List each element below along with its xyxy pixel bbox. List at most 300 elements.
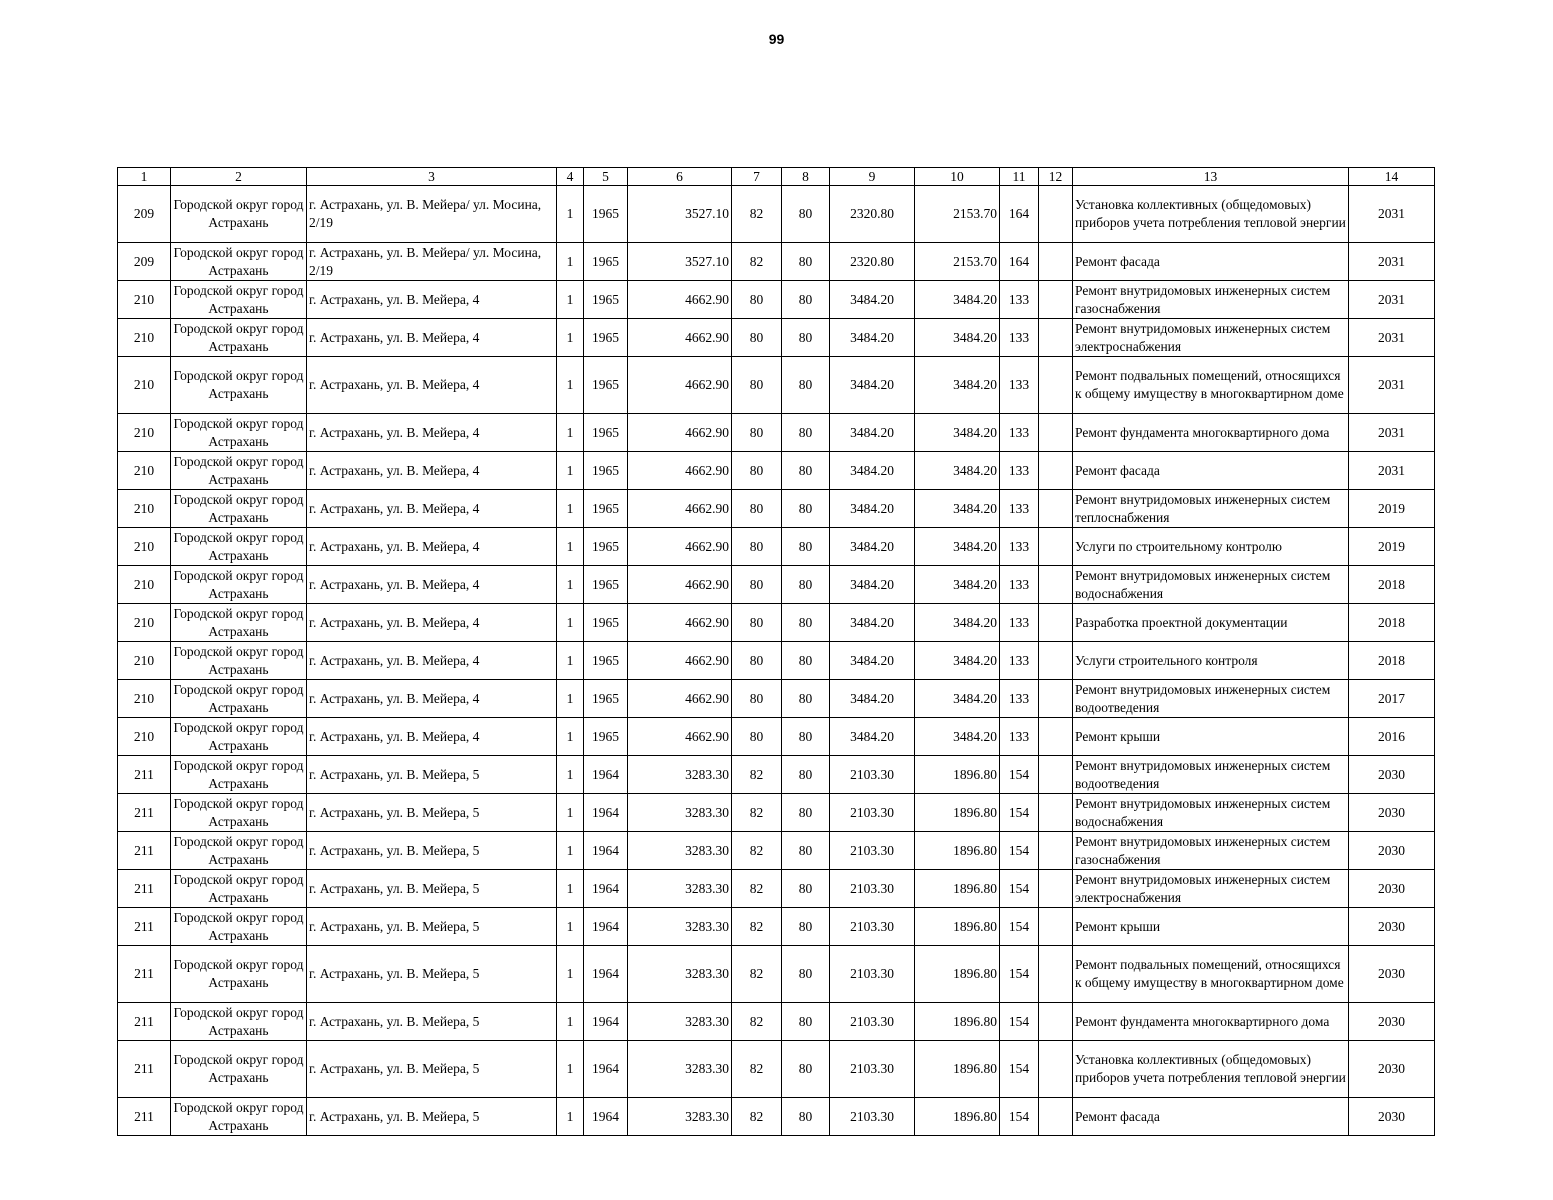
work-type-cell: Ремонт фундамента многоквартирного дома <box>1073 414 1349 452</box>
col-10-cell: 1896.80 <box>915 794 1000 832</box>
table-row <box>118 281 1435 319</box>
col-6-cell: 3283.30 <box>628 756 732 794</box>
year-planned-cell: 2030 <box>1349 1041 1435 1098</box>
col-8-cell: 80 <box>782 186 830 243</box>
table-row <box>118 642 1435 680</box>
table-row <box>118 1003 1435 1041</box>
row-number-cell: 211 <box>118 1041 171 1098</box>
year-planned-cell: 2031 <box>1349 414 1435 452</box>
col-7-cell: 80 <box>732 680 782 718</box>
year-planned-cell: 2030 <box>1349 1003 1435 1041</box>
col-11-cell: 154 <box>1000 794 1039 832</box>
col-6-cell: 4662.90 <box>628 604 732 642</box>
col-7-cell: 80 <box>732 528 782 566</box>
work-type-cell: Ремонт внутридомовых инженерных систем электроснабжения <box>1073 870 1349 908</box>
address-cell: г. Астрахань, ул. В. Мейера, 4 <box>307 566 557 604</box>
work-type-cell: Ремонт внутридомовых инженерных систем газоснабжения <box>1073 832 1349 870</box>
table-row <box>118 528 1435 566</box>
address-cell: г. Астрахань, ул. В. Мейера, 5 <box>307 1003 557 1041</box>
row-number-cell: 210 <box>118 566 171 604</box>
col-12-cell <box>1039 870 1073 908</box>
col-11-cell: 133 <box>1000 319 1039 357</box>
year-cell: 1965 <box>584 604 628 642</box>
col-6-cell: 4662.90 <box>628 718 732 756</box>
table-row <box>118 756 1435 794</box>
col-4-cell: 1 <box>557 243 584 281</box>
row-number-cell: 210 <box>118 357 171 414</box>
year-planned-cell: 2031 <box>1349 319 1435 357</box>
col-9-cell: 2103.30 <box>830 946 915 1003</box>
col-9-cell: 3484.20 <box>830 680 915 718</box>
col-8-cell: 80 <box>782 870 830 908</box>
work-type-cell: Ремонт фасада <box>1073 243 1349 281</box>
col-10-cell: 2153.70 <box>915 243 1000 281</box>
row-number-cell: 210 <box>118 528 171 566</box>
col-4-cell: 1 <box>557 1003 584 1041</box>
col-11-cell: 133 <box>1000 566 1039 604</box>
col-4-cell: 1 <box>557 908 584 946</box>
year-planned-cell: 2019 <box>1349 528 1435 566</box>
address-cell: г. Астрахань, ул. В. Мейера, 4 <box>307 452 557 490</box>
table-row <box>118 604 1435 642</box>
municipality-cell: Городской округ город Астрахань <box>171 832 307 870</box>
municipality-cell: Городской округ город Астрахань <box>171 946 307 1003</box>
col-11-cell: 133 <box>1000 528 1039 566</box>
work-type-cell: Установка коллективных (общедомовых) приборов учета потребления тепловой энергии <box>1073 186 1349 243</box>
column-number-row <box>118 168 1435 186</box>
col-12-cell <box>1039 832 1073 870</box>
housing-repair-table <box>117 167 1435 1136</box>
year-cell: 1965 <box>584 680 628 718</box>
col-9-cell: 2103.30 <box>830 1098 915 1136</box>
col-4-cell: 1 <box>557 832 584 870</box>
work-type-cell: Ремонт внутридомовых инженерных систем газоснабжения <box>1073 281 1349 319</box>
col-4-cell: 1 <box>557 718 584 756</box>
column-header: 1 <box>118 168 171 186</box>
col-10-cell: 3484.20 <box>915 452 1000 490</box>
col-6-cell: 4662.90 <box>628 528 732 566</box>
col-8-cell: 80 <box>782 243 830 281</box>
col-7-cell: 82 <box>732 1041 782 1098</box>
work-type-cell: Ремонт фасада <box>1073 1098 1349 1136</box>
table-row <box>118 680 1435 718</box>
col-10-cell: 3484.20 <box>915 566 1000 604</box>
work-type-cell: Ремонт внутридомовых инженерных систем водоотведения <box>1073 680 1349 718</box>
col-4-cell: 1 <box>557 452 584 490</box>
col-9-cell: 3484.20 <box>830 319 915 357</box>
address-cell: г. Астрахань, ул. В. Мейера/ ул. Мосина, 2/19 <box>307 243 557 281</box>
work-type-cell: Услуги строительного контроля <box>1073 642 1349 680</box>
year-cell: 1965 <box>584 490 628 528</box>
col-11-cell: 154 <box>1000 1041 1039 1098</box>
column-header: 6 <box>628 168 732 186</box>
address-cell: г. Астрахань, ул. В. Мейера, 4 <box>307 604 557 642</box>
table-row <box>118 357 1435 414</box>
col-8-cell: 80 <box>782 490 830 528</box>
col-8-cell: 80 <box>782 756 830 794</box>
col-9-cell: 2103.30 <box>830 908 915 946</box>
municipality-cell: Городской округ город Астрахань <box>171 870 307 908</box>
col-8-cell: 80 <box>782 319 830 357</box>
col-6-cell: 4662.90 <box>628 357 732 414</box>
col-8-cell: 80 <box>782 566 830 604</box>
col-7-cell: 82 <box>732 1003 782 1041</box>
row-number-cell: 209 <box>118 186 171 243</box>
col-9-cell: 2103.30 <box>830 756 915 794</box>
col-7-cell: 80 <box>732 357 782 414</box>
table-row <box>118 414 1435 452</box>
col-7-cell: 82 <box>732 243 782 281</box>
row-number-cell: 211 <box>118 794 171 832</box>
year-planned-cell: 2030 <box>1349 870 1435 908</box>
address-cell: г. Астрахань, ул. В. Мейера, 4 <box>307 281 557 319</box>
col-11-cell: 133 <box>1000 490 1039 528</box>
work-type-cell: Ремонт фасада <box>1073 452 1349 490</box>
col-9-cell: 3484.20 <box>830 452 915 490</box>
work-type-cell: Услуги по строительному контролю <box>1073 528 1349 566</box>
col-6-cell: 4662.90 <box>628 281 732 319</box>
year-cell: 1965 <box>584 319 628 357</box>
col-7-cell: 82 <box>732 832 782 870</box>
row-number-cell: 210 <box>118 718 171 756</box>
table-row <box>118 186 1435 243</box>
row-number-cell: 211 <box>118 946 171 1003</box>
col-12-cell <box>1039 794 1073 832</box>
col-6-cell: 3527.10 <box>628 243 732 281</box>
year-cell: 1965 <box>584 281 628 319</box>
col-11-cell: 154 <box>1000 946 1039 1003</box>
col-9-cell: 2320.80 <box>830 243 915 281</box>
address-cell: г. Астрахань, ул. В. Мейера, 4 <box>307 357 557 414</box>
col-6-cell: 3283.30 <box>628 946 732 1003</box>
year-cell: 1964 <box>584 946 628 1003</box>
col-12-cell <box>1039 1098 1073 1136</box>
work-type-cell: Ремонт внутридомовых инженерных систем теплоснабжения <box>1073 490 1349 528</box>
col-4-cell: 1 <box>557 680 584 718</box>
col-12-cell <box>1039 528 1073 566</box>
year-cell: 1965 <box>584 566 628 604</box>
municipality-cell: Городской округ город Астрахань <box>171 186 307 243</box>
col-12-cell <box>1039 319 1073 357</box>
col-10-cell: 3484.20 <box>915 414 1000 452</box>
year-cell: 1964 <box>584 870 628 908</box>
column-header: 10 <box>915 168 1000 186</box>
table-row <box>118 243 1435 281</box>
col-9-cell: 2103.30 <box>830 832 915 870</box>
year-planned-cell: 2016 <box>1349 718 1435 756</box>
col-6-cell: 3283.30 <box>628 908 732 946</box>
column-header: 7 <box>732 168 782 186</box>
col-8-cell: 80 <box>782 794 830 832</box>
table-row <box>118 870 1435 908</box>
col-4-cell: 1 <box>557 946 584 1003</box>
col-11-cell: 133 <box>1000 281 1039 319</box>
col-8-cell: 80 <box>782 680 830 718</box>
work-type-cell: Ремонт внутридомовых инженерных систем электроснабжения <box>1073 319 1349 357</box>
column-header: 4 <box>557 168 584 186</box>
col-4-cell: 1 <box>557 281 584 319</box>
work-type-cell: Ремонт внутридомовых инженерных систем водоснабжения <box>1073 566 1349 604</box>
col-6-cell: 3283.30 <box>628 1098 732 1136</box>
municipality-cell: Городской округ город Астрахань <box>171 490 307 528</box>
col-6-cell: 4662.90 <box>628 642 732 680</box>
address-cell: г. Астрахань, ул. В. Мейера, 5 <box>307 908 557 946</box>
column-header: 14 <box>1349 168 1435 186</box>
col-4-cell: 1 <box>557 319 584 357</box>
year-cell: 1965 <box>584 243 628 281</box>
col-4-cell: 1 <box>557 870 584 908</box>
year-cell: 1964 <box>584 794 628 832</box>
col-9-cell: 3484.20 <box>830 604 915 642</box>
year-cell: 1965 <box>584 528 628 566</box>
year-cell: 1965 <box>584 642 628 680</box>
col-11-cell: 154 <box>1000 832 1039 870</box>
address-cell: г. Астрахань, ул. В. Мейера, 4 <box>307 490 557 528</box>
col-11-cell: 133 <box>1000 642 1039 680</box>
column-header: 12 <box>1039 168 1073 186</box>
work-type-cell: Разработка проектной документации <box>1073 604 1349 642</box>
column-header: 13 <box>1073 168 1349 186</box>
row-number-cell: 210 <box>118 414 171 452</box>
col-7-cell: 80 <box>732 452 782 490</box>
col-8-cell: 80 <box>782 946 830 1003</box>
year-cell: 1965 <box>584 718 628 756</box>
address-cell: г. Астрахань, ул. В. Мейера, 5 <box>307 946 557 1003</box>
col-8-cell: 80 <box>782 414 830 452</box>
address-cell: г. Астрахань, ул. В. Мейера, 4 <box>307 528 557 566</box>
address-cell: г. Астрахань, ул. В. Мейера, 4 <box>307 718 557 756</box>
col-10-cell: 3484.20 <box>915 718 1000 756</box>
col-11-cell: 164 <box>1000 186 1039 243</box>
year-planned-cell: 2030 <box>1349 908 1435 946</box>
page-number: 99 <box>768 31 785 47</box>
year-cell: 1965 <box>584 186 628 243</box>
col-11-cell: 133 <box>1000 604 1039 642</box>
col-12-cell <box>1039 281 1073 319</box>
year-planned-cell: 2018 <box>1349 604 1435 642</box>
row-number-cell: 210 <box>118 452 171 490</box>
column-header: 9 <box>830 168 915 186</box>
municipality-cell: Городской округ город Астрахань <box>171 357 307 414</box>
col-9-cell: 2103.30 <box>830 1041 915 1098</box>
col-12-cell <box>1039 186 1073 243</box>
col-8-cell: 80 <box>782 357 830 414</box>
year-cell: 1964 <box>584 908 628 946</box>
col-4-cell: 1 <box>557 490 584 528</box>
col-7-cell: 80 <box>732 319 782 357</box>
col-4-cell: 1 <box>557 756 584 794</box>
col-8-cell: 80 <box>782 528 830 566</box>
col-11-cell: 154 <box>1000 756 1039 794</box>
col-7-cell: 82 <box>732 870 782 908</box>
col-11-cell: 154 <box>1000 908 1039 946</box>
year-planned-cell: 2031 <box>1349 243 1435 281</box>
col-12-cell <box>1039 414 1073 452</box>
col-9-cell: 3484.20 <box>830 566 915 604</box>
col-10-cell: 3484.20 <box>915 319 1000 357</box>
col-9-cell: 2320.80 <box>830 186 915 243</box>
col-6-cell: 4662.90 <box>628 680 732 718</box>
municipality-cell: Городской округ город Астрахань <box>171 414 307 452</box>
col-12-cell <box>1039 452 1073 490</box>
col-10-cell: 1896.80 <box>915 870 1000 908</box>
col-10-cell: 3484.20 <box>915 528 1000 566</box>
year-planned-cell: 2030 <box>1349 832 1435 870</box>
col-12-cell <box>1039 1003 1073 1041</box>
table-row <box>118 794 1435 832</box>
col-7-cell: 82 <box>732 908 782 946</box>
col-4-cell: 1 <box>557 566 584 604</box>
col-12-cell <box>1039 357 1073 414</box>
col-4-cell: 1 <box>557 642 584 680</box>
col-6-cell: 4662.90 <box>628 566 732 604</box>
table-row <box>118 718 1435 756</box>
municipality-cell: Городской округ город Астрахань <box>171 604 307 642</box>
col-8-cell: 80 <box>782 1098 830 1136</box>
work-type-cell: Ремонт крыши <box>1073 718 1349 756</box>
col-11-cell: 154 <box>1000 1098 1039 1136</box>
col-11-cell: 154 <box>1000 870 1039 908</box>
col-7-cell: 80 <box>732 642 782 680</box>
col-6-cell: 3283.30 <box>628 1041 732 1098</box>
table-row <box>118 319 1435 357</box>
col-7-cell: 80 <box>732 414 782 452</box>
col-7-cell: 80 <box>732 566 782 604</box>
year-cell: 1964 <box>584 832 628 870</box>
address-cell: г. Астрахань, ул. В. Мейера, 4 <box>307 414 557 452</box>
col-9-cell: 2103.30 <box>830 794 915 832</box>
year-planned-cell: 2030 <box>1349 946 1435 1003</box>
municipality-cell: Городской округ город Астрахань <box>171 528 307 566</box>
year-planned-cell: 2030 <box>1349 794 1435 832</box>
col-8-cell: 80 <box>782 908 830 946</box>
year-cell: 1964 <box>584 1098 628 1136</box>
year-planned-cell: 2018 <box>1349 566 1435 604</box>
column-header: 5 <box>584 168 628 186</box>
col-8-cell: 80 <box>782 718 830 756</box>
year-planned-cell: 2017 <box>1349 680 1435 718</box>
col-11-cell: 133 <box>1000 718 1039 756</box>
municipality-cell: Городской округ город Астрахань <box>171 319 307 357</box>
col-4-cell: 1 <box>557 794 584 832</box>
municipality-cell: Городской округ город Астрахань <box>171 1041 307 1098</box>
row-number-cell: 209 <box>118 243 171 281</box>
address-cell: г. Астрахань, ул. В. Мейера, 5 <box>307 756 557 794</box>
address-cell: г. Астрахань, ул. В. Мейера, 5 <box>307 832 557 870</box>
row-number-cell: 211 <box>118 756 171 794</box>
row-number-cell: 210 <box>118 319 171 357</box>
col-12-cell <box>1039 718 1073 756</box>
col-12-cell <box>1039 604 1073 642</box>
row-number-cell: 210 <box>118 680 171 718</box>
year-cell: 1965 <box>584 452 628 490</box>
table-body <box>118 186 1435 1136</box>
col-10-cell: 1896.80 <box>915 946 1000 1003</box>
col-10-cell: 3484.20 <box>915 490 1000 528</box>
col-10-cell: 1896.80 <box>915 1041 1000 1098</box>
col-6-cell: 3283.30 <box>628 794 732 832</box>
col-8-cell: 80 <box>782 281 830 319</box>
col-11-cell: 133 <box>1000 452 1039 490</box>
work-type-cell: Ремонт подвальных помещений, относящихся к общему имуществу в многоквартирном доме <box>1073 357 1349 414</box>
col-8-cell: 80 <box>782 604 830 642</box>
col-10-cell: 1896.80 <box>915 908 1000 946</box>
row-number-cell: 211 <box>118 1098 171 1136</box>
col-7-cell: 82 <box>732 1098 782 1136</box>
year-cell: 1964 <box>584 1003 628 1041</box>
year-planned-cell: 2030 <box>1349 1098 1435 1136</box>
municipality-cell: Городской округ город Астрахань <box>171 1098 307 1136</box>
municipality-cell: Городской округ город Астрахань <box>171 908 307 946</box>
municipality-cell: Городской округ город Астрахань <box>171 794 307 832</box>
col-4-cell: 1 <box>557 1041 584 1098</box>
municipality-cell: Городской округ город Астрахань <box>171 566 307 604</box>
col-12-cell <box>1039 490 1073 528</box>
col-10-cell: 3484.20 <box>915 642 1000 680</box>
work-type-cell: Ремонт фундамента многоквартирного дома <box>1073 1003 1349 1041</box>
col-12-cell <box>1039 756 1073 794</box>
col-11-cell: 133 <box>1000 357 1039 414</box>
col-4-cell: 1 <box>557 528 584 566</box>
col-8-cell: 80 <box>782 452 830 490</box>
col-6-cell: 3527.10 <box>628 186 732 243</box>
col-9-cell: 3484.20 <box>830 357 915 414</box>
column-header: 8 <box>782 168 830 186</box>
col-4-cell: 1 <box>557 604 584 642</box>
table-row <box>118 452 1435 490</box>
col-11-cell: 133 <box>1000 680 1039 718</box>
col-9-cell: 2103.30 <box>830 870 915 908</box>
table-row <box>118 1098 1435 1136</box>
municipality-cell: Городской округ город Астрахань <box>171 642 307 680</box>
col-9-cell: 3484.20 <box>830 642 915 680</box>
col-6-cell: 4662.90 <box>628 490 732 528</box>
col-9-cell: 3484.20 <box>830 718 915 756</box>
table-row <box>118 908 1435 946</box>
col-11-cell: 164 <box>1000 243 1039 281</box>
col-6-cell: 4662.90 <box>628 452 732 490</box>
work-type-cell: Ремонт внутридомовых инженерных систем водоотведения <box>1073 756 1349 794</box>
col-4-cell: 1 <box>557 414 584 452</box>
col-6-cell: 4662.90 <box>628 319 732 357</box>
col-4-cell: 1 <box>557 1098 584 1136</box>
col-6-cell: 4662.90 <box>628 414 732 452</box>
municipality-cell: Городской округ город Астрахань <box>171 756 307 794</box>
work-type-cell: Ремонт крыши <box>1073 908 1349 946</box>
col-12-cell <box>1039 946 1073 1003</box>
col-12-cell <box>1039 1041 1073 1098</box>
col-11-cell: 133 <box>1000 414 1039 452</box>
col-12-cell <box>1039 680 1073 718</box>
col-4-cell: 1 <box>557 357 584 414</box>
year-cell: 1964 <box>584 1041 628 1098</box>
col-7-cell: 80 <box>732 490 782 528</box>
row-number-cell: 211 <box>118 870 171 908</box>
col-10-cell: 2153.70 <box>915 186 1000 243</box>
municipality-cell: Городской округ город Астрахань <box>171 243 307 281</box>
year-planned-cell: 2018 <box>1349 642 1435 680</box>
col-9-cell: 3484.20 <box>830 281 915 319</box>
table-row <box>118 490 1435 528</box>
col-9-cell: 3484.20 <box>830 490 915 528</box>
row-number-cell: 211 <box>118 1003 171 1041</box>
col-8-cell: 80 <box>782 832 830 870</box>
col-11-cell: 154 <box>1000 1003 1039 1041</box>
row-number-cell: 210 <box>118 490 171 528</box>
col-4-cell: 1 <box>557 186 584 243</box>
table-row <box>118 832 1435 870</box>
table-row <box>118 946 1435 1003</box>
